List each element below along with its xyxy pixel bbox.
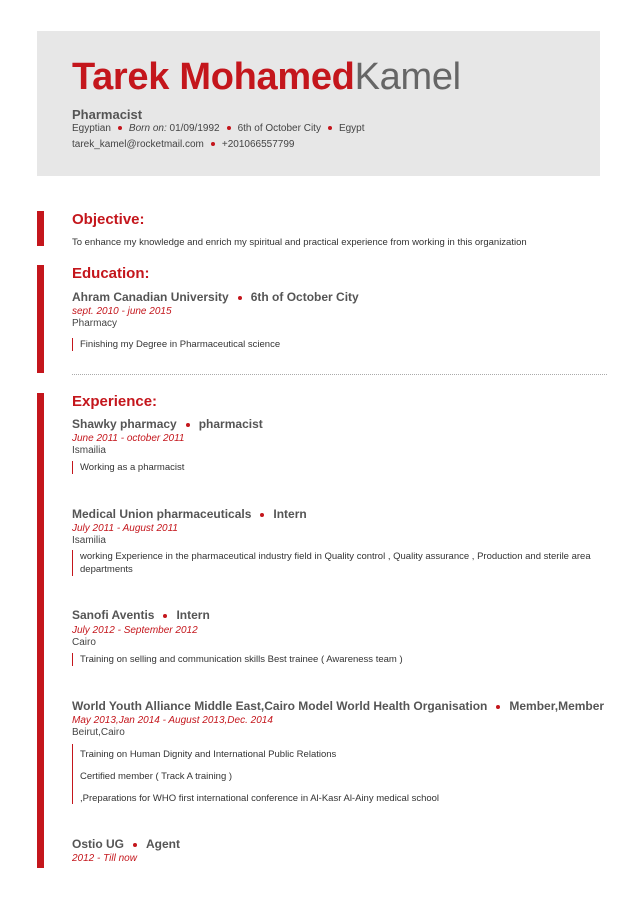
education-desc: Finishing my Degree in Pharmaceutical science [72,338,280,351]
full-name [72,55,461,99]
job-role: Intern [176,608,210,622]
education-title: Education: [72,265,150,282]
school-name: Ahram Canadian University [72,290,229,304]
job-heading [72,837,180,851]
bullet-dot-icon [328,126,332,130]
job-org: Shawky pharmacy [72,417,177,431]
education-heading [72,290,359,304]
job-place: Beirut,Cairo [72,727,125,738]
job-desc: Working as a pharmacist [72,461,184,474]
experience-title: Experience: [72,393,158,410]
job-role: Agent [146,837,181,851]
school-location: 6th of October City [250,290,359,304]
job-desc: working Experience in the pharmaceutical industry field in Quality control , Quality assurance , Production and sterile area departments [72,550,604,576]
objective-title: Objective: [72,211,145,228]
job-heading [72,608,210,622]
job-dates: June 2011 - october 2011 [72,433,185,444]
job-desc: Training on Human Dignity and International Public Relations [80,749,337,760]
bullet-dot-icon [186,423,190,427]
nationality: Egyptian [72,123,111,134]
bullet-dot-icon [238,296,242,300]
bullet-dot-icon [496,705,500,709]
education-dates: sept. 2010 - june 2015 [72,306,172,317]
birth-date: 01/09/1992 [169,123,220,134]
education-field: Pharmacy [72,318,118,329]
job-role: Member,Member [509,699,605,713]
job-org: Sanofi Aventis [72,608,155,622]
job-dates: May 2013,Jan 2014 - August 2013,Dec. 2014 [72,715,273,726]
email[interactable]: tarek_kamel@rocketmail.com [72,139,204,150]
section-divider [72,374,607,375]
job-place: Isamilia [72,535,106,546]
objective-text: To enhance my knowledge and enrich my spiritual and practical experience from working in this organization [72,237,527,248]
job-heading [72,507,307,521]
bullet-dot-icon [227,126,231,130]
section-accent-bar [37,265,44,373]
born-label: Born on: [128,123,167,134]
section-accent-bar [37,211,44,246]
job-dates: 2012 - Till now [72,853,137,864]
bullet-dot-icon [118,126,122,130]
job-org: Ostio UG [72,837,125,851]
last-name: Kamel [354,56,461,98]
bullet-dot-icon [133,843,137,847]
resume-header [37,31,600,176]
job-desc: ,Preparations for WHO first international conference in Al-Kasr Al-Ainy medical school [80,793,440,804]
job-role: pharmacist [198,417,263,431]
job-title: Pharmacist [72,107,143,122]
job-role: Intern [273,507,307,521]
phone[interactable]: +201066557799 [221,139,295,150]
country: Egypt [338,123,365,134]
job-desc: Training on selling and communication skills Best trainee ( Awareness team ) [72,653,403,666]
job-place: Cairo [72,637,96,648]
personal-info-line [72,123,365,134]
job-heading [72,699,604,713]
bullet-dot-icon [260,513,264,517]
first-name: Tarek Mohamed [72,56,355,98]
job-dates: July 2011 - August 2011 [72,523,178,534]
job-org: World Youth Alliance Middle East,Cairo Model World Health Organisation [72,699,488,713]
job-desc-list [72,744,440,804]
job-dates: July 2012 - September 2012 [72,625,198,636]
bullet-dot-icon [211,142,215,146]
job-org: Medical Union pharmaceuticals [72,507,252,521]
job-desc: Certified member ( Track A training ) [80,771,233,782]
job-place: Ismailia [72,445,106,456]
bullet-dot-icon [163,614,167,618]
contact-line [72,139,294,150]
job-heading [72,417,263,431]
section-accent-bar [37,393,44,868]
city: 6th of October City [237,123,321,134]
